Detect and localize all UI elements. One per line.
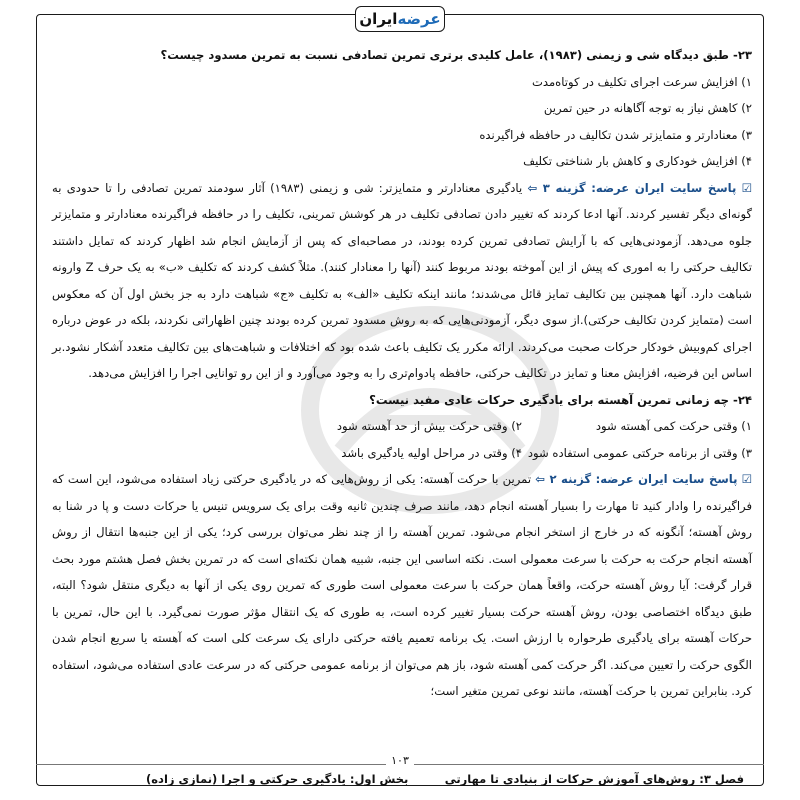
- checkbox-icon: ☑: [741, 472, 753, 486]
- question-24-option-4: ۴) وقتی در مراحل اولیه یادگیری باشد: [341, 445, 522, 460]
- question-24-answer-head: پاسخ سایت ایران عرضه: گزینه ۲ ⇦: [535, 472, 738, 486]
- main-content: [52, 42, 752, 705]
- page-footer: [36, 752, 764, 792]
- logo-text-part2: عرضه: [397, 10, 441, 28]
- question-23-answer-head: پاسخ سایت ایران عرضه: گزینه ۳ ⇦: [527, 180, 737, 195]
- question-24-option-1: ۱) وقتی حرکت کمی آهسته شود: [595, 419, 752, 433]
- footer-chapter-title: فصل ۳: روش‌های آموزش حرکات از بنیادی تا مهارتی: [444, 772, 744, 786]
- footer-section-title: بخش اول: یادگیری حرکتی و اجرا (نمازی زاده): [146, 772, 409, 786]
- question-23-option-4: ۴) افزایش خودکاری و کاهش بار شناختی تکلیف: [523, 154, 752, 168]
- question-23-option-1: ۱) افزایش سرعت اجرای تکلیف در کوتاه‌مدت: [531, 74, 752, 89]
- question-24-answer-text: تمرین با حرکت آهسته: یکی از روش‌هایی که در یادگیری حرکتی زیاد استفاده می‌شود، این است که فراگیرنده را وادار کنید تا مهارت را بسیار آهسته انجام دهد، مانند صرف چندین ثانیه وقت برای یک سرویس تنیس یا حرکات دست و پا در شنا به روش آهسته؛ آنگونه که در خارج از استخر انجام می‌شود. تمرین آهسته را از چند نظر می‌توان بررسی کرد؛ یکی از این جنبه‌ها انتقال از روش آهسته انجام حرکت به حرکت با سرعت معمولی است. نکته اساسی این جنبه، شبیه همان نکته‌ای است که در تمرین بخش فصل هشتم مورد بحث قرار گرفت: آیا روش آهسته حرکت، واقعاً همان حرکت با سرعت معمولی است طوری که تمرین روی یکی از آنها به دیگری منتقل شود؟ البته، طبق دیدگاه اختصاصی بودن، روش آهسته حرکت بسیار تغییر کرده است، به طوری که یک انتقال مؤثر صورت نمی‌گیرد. با این حال، تمرین با حرکات آهسته برای یادگیری طرحواره با ارزش است. یک برنامه تعمیم یافته حرکتی دارای یک سرعت کلی است که آهسته یا سریع انجام شدن الگوی حرکت را تعیین می‌کند. اگر حرکت کمی آهسته شود، باز هم می‌توان از برنامه عمومی حرکتی که در سرعت عادی استفاده می‌شود، استفاده کرد. بنابراین تمرین با حرکت آهسته، مانند نوعی تمرین متغیر است؛: [52, 472, 752, 698]
- page-number: ۱۰۳: [386, 754, 414, 767]
- checkbox-icon: ☑: [741, 180, 752, 195]
- question-24-option-2: ۲) وقتی حرکت بیش از حد آهسته شود: [336, 419, 522, 433]
- question-24-answer: [52, 466, 752, 705]
- question-24-title: ۲۴- چه زمانی تمرین آهسته برای یادگیری حرکات عادی مفید نیست؟: [369, 392, 752, 407]
- question-23-answer-text: یادگیری معنادارتر و متمایزتر: شی و زیمنی (۱۹۸۳) آثار سودمند تمرین تصادفی را تا حدودی به گونه‌ای دیگر تفسیر کردند. آنها ادعا کردند که تغییر دادن تصادفی تکلیف در هر کوشش تمرینی، تکلیف را در حافظه فراگیرنده معنادارتر و متمایزتر جلوه می‌دهد. آزمودنی‌هایی که با آرایش تصادفی تمرین کرده بودند، در مصاحبه‌ای که پس از آزمایش انجام شد اظهار کردند که تمایل داشتند تکالیف حرکتی را به اموری که پیش از این آموخته بودند مربوط کنند (آنها را معنادار کنند). مثلاً کشف کردند که تکلیف «ب» به یک حرف Z وارونه شباهت دارد. آنها همچنین بین تکالیف تمایز قائل می‌شدند؛ مانند اینکه تکلیف «الف» به تکلیف «ج» شباهت دارد به جز بخش اول آن که معکوس است (متمایز کردن تکالیف حرکتی).از سوی دیگر، آزمودنی‌هایی که به روش مسدود تمرین کرده بودند چنین اظهاراتی نکردند، بلکه در عوض درباره اجرای کم‌وبیش خودکار حرکات صحبت می‌کردند. ارائه مکرر یک تکلیف باعث شده بود که اختلافات و شباهت‌های بین تکالیف متعدد آشکار نشود.بر اساس این فرضیه، افزایش معنا و تمایز در تکالیف حرکتی، حافظه پادوام‌تری را به وجود می‌آورد و از این رو توانایی اجرا را افزایش می‌دهد.: [52, 180, 752, 380]
- question-24-option-3: ۳) وقتی از برنامه حرکتی عمومی استفاده شود: [527, 445, 752, 460]
- question-23-title: ۲۳- طبق دیدگاه شی و زیمنی (۱۹۸۳)، عامل کلیدی برتری تمرین تصادفی نسبت به تمرین مسدود چیست؟: [160, 48, 752, 62]
- question-23-answer: [52, 175, 752, 387]
- brand-logo: [355, 6, 445, 32]
- question-23-option-3: ۳) معنادارتر و متمایزتر شدن تکالیف در حافظه فراگیرنده: [479, 127, 752, 142]
- question-23-option-2: ۲) کاهش نیاز به توجه آگاهانه در حین تمرین: [543, 101, 752, 115]
- logo-text-part1: ایران: [359, 10, 398, 28]
- question-24-options: [292, 413, 752, 466]
